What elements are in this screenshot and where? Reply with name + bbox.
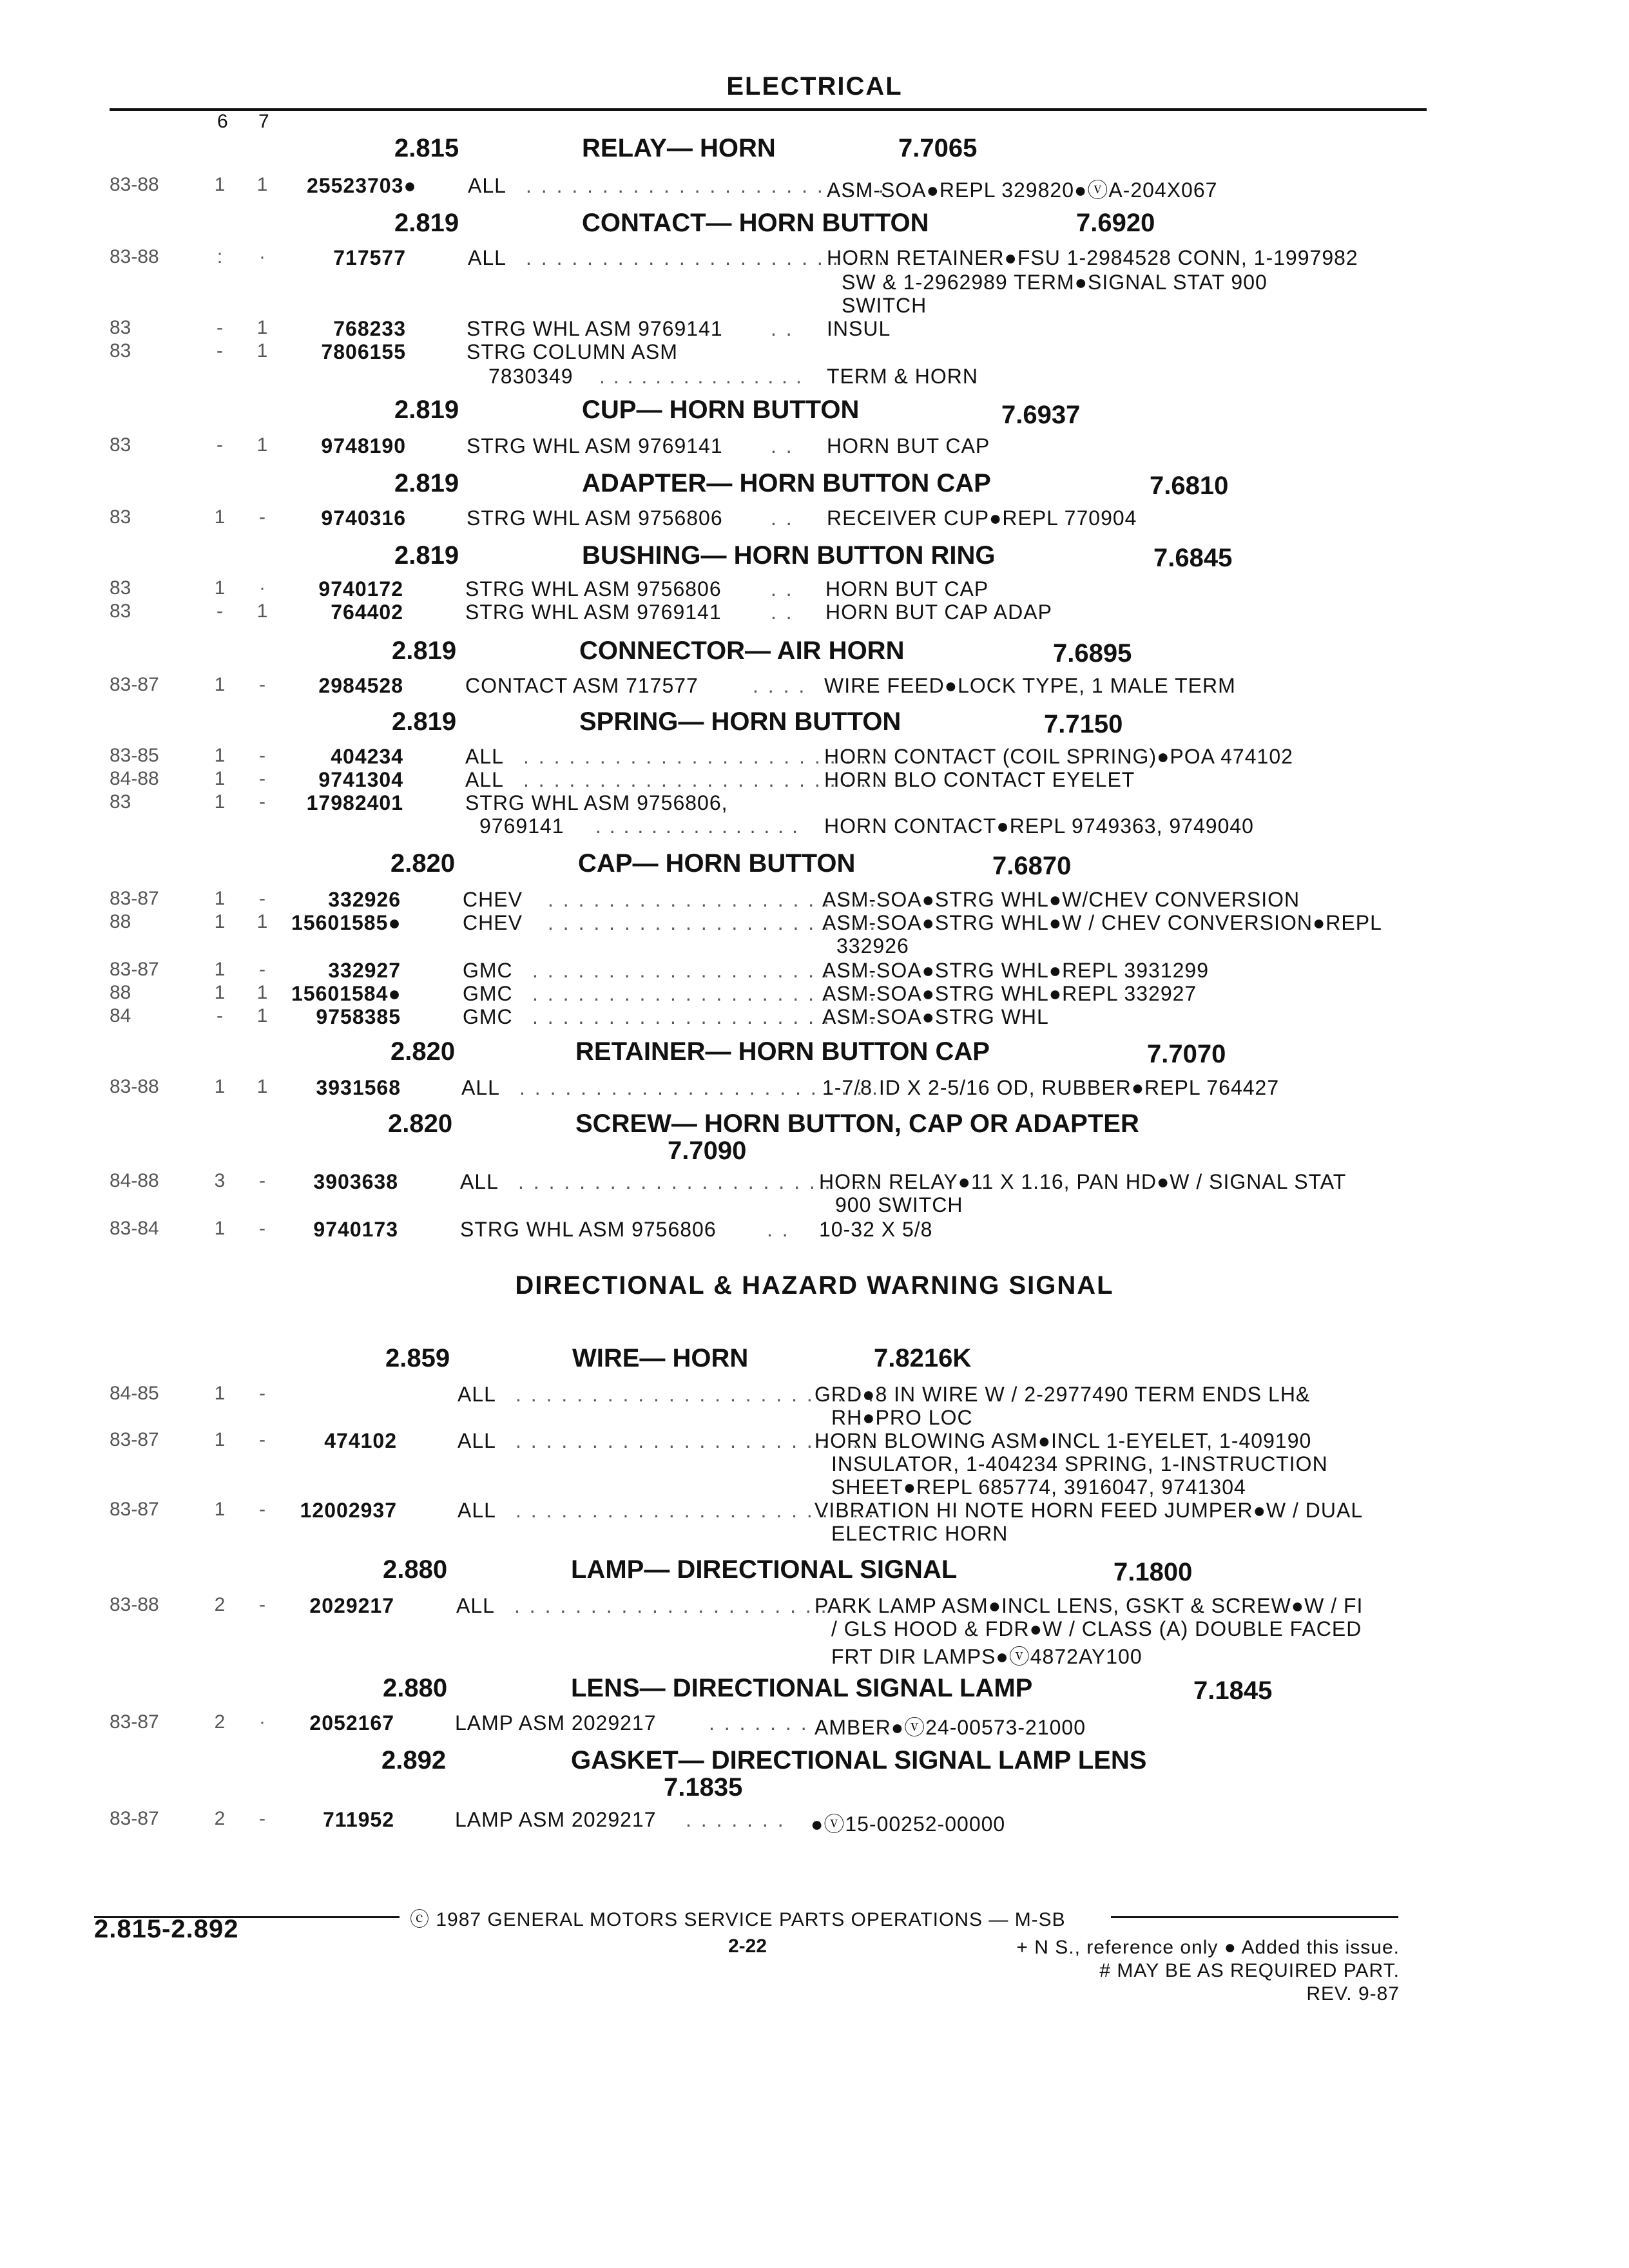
section-name: GASKET— DIRECTIONAL SIGNAL LAMP LENS	[571, 1746, 1147, 1774]
year-range: 83-88	[110, 246, 159, 267]
qty-col-6: 1	[214, 1499, 226, 1520]
description: AMBER●ⓥ24-00573-21000	[815, 1716, 1086, 1739]
part-number: 2029217	[309, 1594, 394, 1617]
section-number: 2.819	[394, 396, 459, 424]
qty-col-6: -	[217, 434, 223, 456]
year-range: 83	[110, 434, 131, 456]
description-continued: SWITCH	[842, 294, 927, 317]
description: VIBRATION HI NOTE HORN FEED JUMPER●W / DUAL	[815, 1499, 1364, 1522]
part-number: 3931568	[316, 1076, 401, 1099]
description-continued: TERM & HORN	[827, 365, 978, 388]
year-range: 83-85	[110, 745, 159, 766]
table-row	[0, 1499, 1629, 1521]
section-number: 2.819	[394, 209, 459, 237]
section-name: LAMP— DIRECTIONAL SIGNAL	[571, 1555, 958, 1584]
section-number: 2.820	[390, 849, 456, 878]
dot-leader: . .	[771, 506, 794, 530]
section-header	[0, 541, 1629, 572]
year-range: 83-88	[110, 1076, 159, 1097]
description: ●ⓥ15-00252-00000	[811, 1812, 1006, 1836]
description: PARK LAMP ASM●INCL LENS, GSKT & SCREW●W / FI	[815, 1594, 1364, 1617]
qty-col-6: 1	[214, 1076, 226, 1097]
qty-col-7: 1	[256, 982, 268, 1003]
qty-col-6: 1	[214, 959, 226, 980]
section-name: RETAINER— HORN BUTTON CAP	[575, 1037, 990, 1066]
part-number: 7806155	[321, 340, 406, 363]
application: ALL	[468, 246, 506, 269]
column-headers	[217, 111, 300, 133]
year-range: 83	[110, 340, 131, 361]
revision: REV. 9-87	[1306, 1983, 1400, 2004]
application: STRG WHL ASM 9769141	[467, 434, 723, 457]
application: ALL	[458, 1499, 496, 1522]
description: HORN BUT CAP	[827, 434, 990, 457]
section-name: WIRE— HORN	[572, 1344, 749, 1372]
dot-leader: . .	[771, 434, 794, 457]
dot-leader: . . . . . . . . . . . . . . . . . . . . . . . .	[523, 745, 883, 768]
dot-leader: . . . . . . . . . . . . . . . . . . . . . . . .	[516, 1383, 876, 1406]
section-name: SPRING— HORN BUTTON	[579, 707, 901, 736]
qty-col-7: -	[259, 674, 265, 695]
application: ALL	[460, 1170, 499, 1193]
section-ref: 7.6920	[1076, 209, 1155, 237]
section-number: 2.820	[390, 1037, 456, 1066]
qty-col-7: -	[259, 1429, 265, 1450]
page-range: 2.815-2.892	[94, 1915, 239, 1943]
year-range: 83-87	[110, 959, 159, 980]
description-continued: 900 SWITCH	[835, 1193, 963, 1216]
application: ALL	[465, 745, 504, 768]
year-range: 83-84	[110, 1218, 159, 1239]
qty-col-7: -	[259, 1170, 265, 1191]
dot-leader: . . . . . . . . . . . . . . .	[599, 365, 803, 388]
part-number: 17982401	[306, 791, 403, 814]
dot-leader: . . . . . . . . . . . . . . . . . . . . . . . .	[523, 768, 883, 791]
table-row	[0, 577, 1629, 599]
section-ref: 7.8216K	[874, 1344, 972, 1372]
section-header	[0, 1110, 1629, 1168]
qty-col-7: -	[259, 745, 265, 766]
year-range: 84-88	[110, 1170, 159, 1191]
year-range: 83-87	[110, 1499, 159, 1520]
part-number: 2052167	[309, 1711, 394, 1735]
application: ALL	[461, 1076, 500, 1099]
part-number: 12002937	[300, 1499, 397, 1522]
description-continued: SHEET●REPL 685774, 3916047, 9741304	[831, 1475, 1246, 1499]
description: ASM-SOA●STRG WHL●REPL 332927	[822, 982, 1197, 1005]
year-range: 88	[110, 911, 131, 932]
year-range: 84	[110, 1005, 131, 1026]
qty-col-7: -	[259, 888, 265, 909]
dot-leader: . . . . . . .	[709, 1711, 809, 1735]
dot-leader: . . . . . . . . . . . . . . .	[595, 814, 799, 838]
application: GMC	[463, 1005, 513, 1028]
description: 1-7/8 ID X 2-5/16 OD, RUBBER●REPL 764427	[822, 1076, 1280, 1099]
part-number: 768233	[333, 317, 406, 340]
application: CONTACT ASM 717577	[465, 674, 699, 697]
qty-col-6: :	[217, 246, 223, 267]
part-number: 9758385	[316, 1005, 401, 1028]
table-row	[0, 745, 1629, 767]
part-number: 9740316	[321, 506, 406, 530]
qty-col-6: 1	[214, 745, 226, 766]
section-header	[0, 1746, 1629, 1804]
section-name: SCREW— HORN BUTTON, CAP OR ADAPTER	[575, 1110, 1139, 1138]
table-row	[0, 911, 1629, 933]
section-name: BUSHING— HORN BUTTON RING	[582, 541, 996, 570]
part-number: 332927	[328, 959, 401, 982]
qty-col-7: -	[259, 506, 265, 528]
section-header	[0, 637, 1629, 668]
qty-col-7: -	[259, 1499, 265, 1520]
description: HORN CONTACT (COIL SPRING)●POA 474102	[824, 745, 1293, 768]
qty-col-6: 2	[214, 1711, 226, 1733]
table-row	[0, 1383, 1629, 1405]
qty-col-6: -	[217, 601, 223, 622]
application: STRG WHL ASM 9769141	[465, 601, 722, 624]
part-number: 9748190	[321, 434, 406, 457]
description: ASM-SOA●STRG WHL●W/CHEV CONVERSION	[822, 888, 1300, 911]
description: ASM-SOA●STRG WHL●REPL 3931299	[822, 959, 1209, 982]
table-row	[0, 1808, 1629, 1836]
application: STRG COLUMN ASM	[467, 340, 678, 363]
application: STRG WHL ASM 9756806	[465, 577, 722, 601]
year-range: 83-87	[110, 1429, 159, 1450]
dot-leader: . .	[771, 601, 794, 624]
application: STRG WHL ASM 9756806	[460, 1218, 717, 1241]
qty-col-7: -	[259, 1808, 265, 1829]
table-row	[0, 1429, 1629, 1451]
footer-rule-right	[1111, 1916, 1398, 1918]
qty-col-6: 1	[214, 674, 226, 695]
section-ref: 7.1800	[1113, 1558, 1193, 1586]
dot-leader: . . . . . . . . . . . . . . . . . . . . . . . .	[526, 174, 886, 197]
table-row	[0, 888, 1629, 910]
application: ALL	[458, 1429, 496, 1452]
section-ref: 7.6895	[1053, 639, 1132, 668]
section-number: 2.880	[383, 1555, 448, 1584]
qty-col-6: 1	[214, 982, 226, 1003]
section-number: 2.892	[381, 1746, 447, 1774]
description-continued: 7830349	[488, 365, 574, 388]
year-range: 83	[110, 506, 131, 528]
table-row	[0, 959, 1629, 981]
section-ref: 7.6845	[1153, 544, 1233, 572]
page-title: ELECTRICAL	[726, 72, 903, 101]
description: WIRE FEED●LOCK TYPE, 1 MALE TERM	[824, 674, 1236, 697]
section-header	[0, 1555, 1629, 1586]
section-number: 2.859	[385, 1344, 450, 1372]
footer-legend: # MAY BE AS REQUIRED PART.	[1099, 1960, 1400, 1981]
section-header	[0, 849, 1629, 880]
description-continued: ELECTRIC HORN	[831, 1522, 1008, 1545]
year-range: 83	[110, 601, 131, 622]
description: HORN BUT CAP ADAP	[825, 601, 1052, 624]
table-row	[0, 768, 1629, 790]
section-number: 2.880	[383, 1674, 448, 1702]
year-range: 83-88	[110, 174, 159, 195]
description: HORN RELAY●11 X 1.16, PAN HD●W / SIGNAL STAT	[819, 1170, 1347, 1193]
application: ALL	[458, 1383, 496, 1406]
qty-col-7: ·	[259, 1711, 265, 1733]
footer-legend: + N S., reference only ● Added this issue.	[1016, 1937, 1400, 1958]
section-ref: 7.6870	[992, 852, 1072, 880]
part-number: 9740173	[313, 1218, 398, 1241]
section-header	[0, 1344, 1629, 1375]
description: HORN BLOWING ASM●INCL 1-EYELET, 1-409190	[815, 1429, 1312, 1452]
section-number: 2.815	[394, 134, 459, 162]
section-name: CONTACT— HORN BUTTON	[582, 209, 929, 237]
qty-col-7: 1	[256, 911, 268, 932]
year-range: 84-88	[110, 768, 159, 789]
description-continued: HORN CONTACT●REPL 9749363, 9749040	[824, 814, 1254, 838]
year-range: 83-87	[110, 1711, 159, 1733]
section-name: CONNECTOR— AIR HORN	[579, 637, 905, 665]
dot-leader: . . . . . . . . . . . . . . . . . . . . . .	[548, 911, 878, 934]
qty-col-7: 1	[256, 1076, 268, 1097]
section-header	[0, 134, 1629, 165]
description: HORN BLO CONTACT EYELET	[824, 768, 1135, 791]
application: CHEV	[463, 911, 523, 934]
description: HORN RETAINER●FSU 1-2984528 CONN, 1-1997982	[827, 246, 1358, 269]
table-row	[0, 506, 1629, 528]
dot-leader: . .	[767, 1218, 790, 1241]
table-row	[0, 674, 1629, 696]
section-title: DIRECTIONAL & HAZARD WARNING SIGNAL	[515, 1271, 1114, 1300]
table-row	[0, 1170, 1629, 1192]
section-name: LENS— DIRECTIONAL SIGNAL LAMP	[571, 1674, 1033, 1702]
description-continued: INSULATOR, 1-404234 SPRING, 1-INSTRUCTION	[831, 1452, 1328, 1475]
description-continued: 332926	[836, 934, 909, 957]
application: CHEV	[463, 888, 523, 911]
description-continued: FRT DIR LAMPS●ⓥ4872AY100	[831, 1645, 1142, 1668]
dot-leader: . .	[771, 577, 794, 601]
section-header	[0, 707, 1629, 738]
dot-leader: . . . . . . . . . . . . . . . . . . . . . . . .	[516, 1429, 876, 1452]
table-row	[0, 601, 1629, 622]
dot-leader: . . . . . . . . . . . . . . . . . . . . . . . .	[526, 246, 886, 269]
section-name: ADAPTER— HORN BUTTON CAP	[582, 469, 991, 497]
part-number: 3903638	[313, 1170, 398, 1193]
dot-leader: . . . .	[753, 674, 807, 697]
table-row	[0, 174, 1629, 202]
description: ASM-SOA●STRG WHL	[822, 1005, 1049, 1028]
part-number: 9740172	[318, 577, 403, 601]
table-row	[0, 791, 1629, 813]
application: ALL	[465, 768, 504, 791]
application: GMC	[463, 982, 513, 1005]
dot-leader: . . . . . . . . . . . . . . . . . . . . . .	[548, 888, 878, 911]
year-range: 83	[110, 317, 131, 338]
section-number: 2.819	[394, 469, 459, 497]
qty-col-7: 1	[256, 317, 268, 338]
qty-col-7: ·	[259, 577, 265, 599]
qty-col-6: 1	[214, 506, 226, 528]
table-row	[0, 1076, 1629, 1098]
header-rule	[110, 108, 1427, 111]
qty-col-6: 1	[214, 1218, 226, 1239]
part-number: 15601584●	[291, 982, 401, 1005]
qty-col-7: 1	[256, 1005, 268, 1026]
table-row	[0, 340, 1629, 362]
section-number: 2.820	[388, 1110, 453, 1138]
table-row	[0, 246, 1629, 268]
year-range: 84-85	[110, 1383, 159, 1404]
section-ref: 7.6937	[1001, 401, 1081, 429]
qty-col-6: 1	[214, 768, 226, 789]
description: HORN BUT CAP	[825, 577, 989, 601]
dot-leader: . . . . . . .	[686, 1808, 786, 1831]
qty-col-6: 1	[214, 1383, 226, 1404]
qty-col-7: -	[259, 791, 265, 812]
description: 10-32 X 5/8	[819, 1218, 933, 1241]
application: STRG WHL ASM 9756806	[467, 506, 723, 530]
application: ALL	[468, 174, 506, 197]
dot-leader: . .	[771, 317, 794, 340]
table-row	[0, 982, 1629, 1004]
section-ref: 7.7070	[1147, 1040, 1226, 1068]
qty-col-6: 1	[214, 174, 226, 195]
part-number: 404234	[331, 745, 403, 768]
qty-col-7: ·	[259, 246, 265, 267]
section-name: RELAY— HORN	[582, 134, 776, 162]
description-continued: / GLS HOOD & FDR●W / CLASS (A) DOUBLE FACED	[831, 1617, 1362, 1640]
description: ASM-SOA●STRG WHL●W / CHEV CONVERSION●REPL	[822, 911, 1382, 934]
section-number: 2.819	[392, 637, 457, 665]
part-number: 717577	[333, 246, 406, 269]
qty-col-7: 1	[256, 340, 268, 361]
qty-col-7: -	[259, 1383, 265, 1404]
qty-col-7: -	[259, 959, 265, 980]
qty-col-7: -	[259, 768, 265, 789]
qty-col-7: -	[259, 1594, 265, 1615]
dot-leader: . . . . . . . . . . . . . . . . . . . . . . .	[532, 959, 878, 982]
part-number: 332926	[328, 888, 401, 911]
application: LAMP ASM 2029217	[455, 1808, 657, 1831]
qty-col-6: 1	[214, 577, 226, 599]
year-range: 83	[110, 791, 131, 812]
description: ASM-SOA●REPL 329820●ⓥA-204X067	[827, 178, 1218, 202]
section-number: 2.819	[392, 707, 457, 736]
part-number: 9741304	[318, 768, 403, 791]
qty-col-7: 1	[256, 174, 268, 195]
section-header	[0, 1674, 1629, 1705]
section-ref: 7.7090	[668, 1137, 747, 1165]
table-row	[0, 1594, 1629, 1616]
description-continued: 9769141	[479, 814, 564, 838]
section-header	[0, 469, 1629, 500]
qty-col-6: 3	[214, 1170, 226, 1191]
qty-col-6: 2	[214, 1594, 226, 1615]
application: STRG WHL ASM 9756806,	[465, 791, 728, 814]
qty-col-6: 1	[214, 888, 226, 909]
qty-col-7: -	[259, 1218, 265, 1239]
part-number: 15601585●	[291, 911, 401, 934]
year-range: 83	[110, 577, 131, 599]
description-continued: SW & 1-2962989 TERM●SIGNAL STAT 900	[842, 271, 1268, 294]
section-ref: 7.7150	[1044, 710, 1123, 738]
qty-col-6: -	[217, 340, 223, 361]
application: GMC	[463, 959, 513, 982]
table-row	[0, 434, 1629, 456]
part-number: 764402	[331, 601, 403, 624]
section-header	[0, 1037, 1629, 1068]
qty-col-6: -	[217, 1005, 223, 1026]
section-header	[0, 209, 1629, 240]
qty-col-7: 1	[256, 434, 268, 456]
part-number: 2984528	[318, 674, 403, 697]
column-header-7: 7	[258, 111, 269, 132]
year-range: 88	[110, 982, 131, 1003]
section-name: CAP— HORN BUTTON	[578, 849, 856, 878]
qty-col-6: 1	[214, 911, 226, 932]
qty-col-6: 1	[214, 1429, 226, 1450]
part-number: 711952	[322, 1808, 394, 1831]
year-range: 83-87	[110, 1808, 159, 1829]
column-header-6: 6	[217, 111, 228, 132]
section-ref: 7.1845	[1193, 1677, 1273, 1705]
application: ALL	[456, 1594, 495, 1617]
dot-leader: . . . . . . . . . . . . . . . . . . . . . . . .	[514, 1594, 874, 1617]
description: RECEIVER CUP●REPL 770904	[827, 506, 1137, 530]
section-header	[0, 396, 1629, 427]
section-ref: 7.1835	[664, 1773, 743, 1802]
table-row	[0, 1005, 1629, 1027]
table-row	[0, 1711, 1629, 1739]
dot-leader: . . . . . . . . . . . . . . . . . . . . . . .	[532, 1005, 878, 1028]
part-number: 474102	[324, 1429, 397, 1452]
description: INSUL	[827, 317, 891, 340]
copyright: ⓒ 1987 GENERAL MOTORS SERVICE PARTS OPERATIONS — M-SB	[410, 1909, 1066, 1930]
dot-leader: . . . . . . . . . . . . . . . . . . . . . . . .	[518, 1170, 878, 1193]
section-ref: 7.7065	[898, 134, 978, 162]
year-range: 83-87	[110, 674, 159, 695]
year-range: 83-87	[110, 888, 159, 909]
dot-leader: . . . . . . . . . . . . . . . . . . . . . . . .	[516, 1499, 876, 1522]
section-number: 2.819	[394, 541, 459, 570]
dot-leader: . . . . . . . . . . . . . . . . . . . . . . .	[532, 982, 878, 1005]
dot-leader: . . . . . . . . . . . . . . . . . . . . . . . .	[519, 1076, 880, 1099]
year-range: 83-88	[110, 1594, 159, 1615]
application: LAMP ASM 2029217	[455, 1711, 657, 1735]
table-row	[0, 317, 1629, 339]
description: GRD●8 IN WIRE W / 2-2977490 TERM ENDS LH&	[815, 1383, 1311, 1406]
description-continued: RH●PRO LOC	[831, 1406, 973, 1429]
application: STRG WHL ASM 9769141	[467, 317, 723, 340]
qty-col-7: 1	[256, 601, 268, 622]
qty-col-6: 1	[214, 791, 226, 812]
section-ref: 7.6810	[1150, 472, 1229, 500]
part-number: 25523703●	[307, 174, 417, 197]
page-number: 2-22	[728, 1936, 767, 1957]
qty-col-6: 2	[214, 1808, 226, 1829]
table-row	[0, 1218, 1629, 1240]
section-name: CUP— HORN BUTTON	[582, 396, 860, 424]
qty-col-6: -	[217, 317, 223, 338]
